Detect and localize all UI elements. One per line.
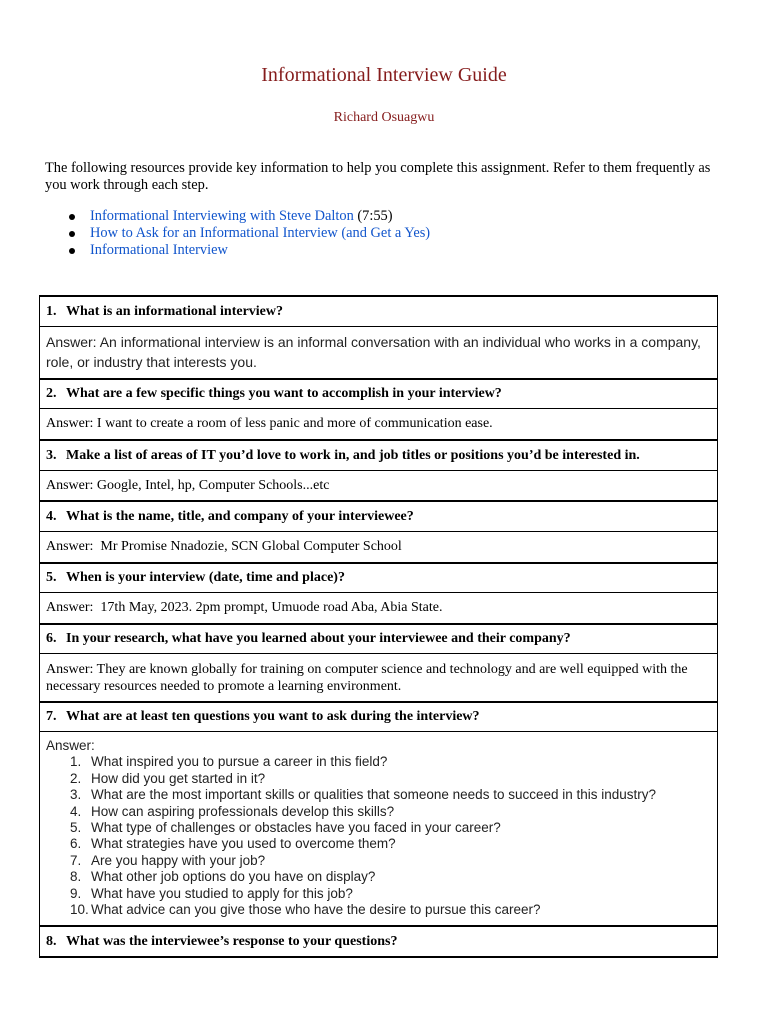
answer-text: Answer: I want to create a room of less panic and more of communication ease.	[46, 416, 493, 431]
document-title: Informational Interview Guide	[261, 64, 507, 86]
answer-label: Answer:	[46, 738, 95, 753]
list-item	[46, 804, 711, 820]
answer-text: Answer: An informational interview is an informal conversation with an individual who works in a company, role, or industry that interests you.	[46, 334, 705, 370]
answer-text: Answer: 17th May, 2023. 2pm prompt, Umuode road Aba, Abia State.	[46, 600, 443, 615]
answer-row	[39, 653, 718, 701]
question-row	[39, 701, 718, 731]
list-item-number: 7.	[70, 852, 82, 868]
intro-paragraph: The following resources provide key information to help you complete this assignment. Refer to them frequently as you work through each step.	[45, 160, 711, 193]
list-item	[46, 754, 711, 770]
question-text: What was the interviewee’s response to your questions?	[66, 933, 398, 949]
answer-row	[39, 531, 718, 562]
question-table	[39, 295, 718, 958]
question-text: What are a few specific things you want to accomplish in your interview?	[66, 386, 502, 401]
list-item-number: 5.	[70, 819, 82, 835]
answer-text: Answer: Mr Promise Nnadozie, SCN Global Computer School	[46, 539, 402, 554]
list-item	[46, 771, 711, 787]
question-number: 2.	[46, 386, 57, 401]
bullet-icon	[69, 248, 75, 254]
list-item-text: What have you studied to apply for this job?	[91, 885, 353, 901]
question-row	[39, 378, 718, 408]
resource-item	[45, 225, 725, 242]
question-number: 8.	[46, 933, 57, 949]
list-item	[46, 836, 711, 852]
list-item	[46, 853, 711, 869]
resource-link-steve-dalton[interactable]: Informational Interviewing with Steve Dalton	[90, 208, 354, 224]
list-item	[46, 820, 711, 836]
list-item-number: 9.	[70, 885, 82, 901]
question-row	[39, 562, 718, 592]
list-item	[46, 902, 711, 918]
list-item-text: Are you happy with your job?	[91, 852, 266, 868]
question-row	[39, 925, 718, 956]
resource-item	[45, 208, 725, 225]
question-number: 4.	[46, 508, 57, 524]
bullet-icon	[69, 214, 75, 220]
list-item-number: 8.	[70, 869, 82, 885]
question-number: 1.	[46, 303, 57, 319]
question-text: What is an informational interview?	[66, 303, 283, 319]
author-name: Richard Osuagwu	[333, 110, 435, 125]
answer-row	[39, 592, 718, 623]
bullet-icon	[69, 231, 75, 237]
resource-link-how-to-ask[interactable]: How to Ask for an Informational Interview (and Get a Yes)	[90, 225, 431, 241]
question-row	[39, 439, 718, 470]
question-text: What are at least ten questions you want to ask during the interview?	[66, 709, 480, 724]
question-text: What is the name, title, and company of your interviewee?	[66, 508, 414, 524]
list-item-text: How did you get started in it?	[91, 770, 266, 786]
list-item-number: 4.	[70, 803, 82, 819]
question-text: In your research, what have you learned about your interviewee and their company?	[66, 631, 571, 646]
answer-text: Answer: They are known globally for training on computer science and technology and are well equipped with the necessary resources needed to promote a learning environment.	[46, 662, 692, 694]
answer-row	[39, 731, 718, 925]
resource-duration: (7:55)	[357, 208, 393, 224]
answer-row	[39, 408, 718, 439]
resource-list	[45, 208, 725, 259]
interview-question-list	[46, 754, 711, 918]
question-number: 5.	[46, 570, 57, 585]
question-row	[39, 500, 718, 531]
question-row	[39, 295, 718, 326]
list-item	[46, 787, 711, 803]
list-item-number: 1.	[70, 754, 82, 770]
question-number: 3.	[46, 447, 57, 463]
resource-item	[45, 242, 725, 259]
list-item-text: What advice can you give those who have the desire to pursue this career?	[91, 901, 541, 917]
list-item-text: What other job options do you have on display?	[91, 869, 376, 885]
question-text: Make a list of areas of IT you’d love to work in, and job titles or positions you’d be interested in.	[66, 447, 640, 463]
answer-row	[39, 326, 718, 378]
question-row	[39, 623, 718, 653]
answer-row	[39, 470, 718, 500]
list-item	[46, 869, 711, 885]
answer-text: Answer: Google, Intel, hp, Computer Schools...etc	[46, 477, 330, 493]
list-item-number: 6.	[70, 836, 82, 852]
list-item-number: 3.	[70, 787, 82, 803]
list-item-text: What inspired you to pursue a career in this field?	[91, 754, 388, 770]
question-number: 6.	[46, 631, 57, 646]
list-item	[46, 886, 711, 902]
list-item-text: What are the most important skills or qualities that someone needs to succeed in this industry?	[91, 787, 657, 803]
list-item-text: How can aspiring professionals develop this skills?	[91, 803, 395, 819]
list-item-number: 10.	[70, 901, 89, 917]
list-item-text: What type of challenges or obstacles have you faced in your career?	[91, 819, 501, 835]
question-text: When is your interview (date, time and place)?	[66, 570, 345, 585]
resource-link-informational-interview[interactable]: Informational Interview	[90, 242, 228, 258]
list-item-text: What strategies have you used to overcome them?	[91, 836, 396, 852]
list-item-number: 2.	[70, 770, 82, 786]
question-number: 7.	[46, 709, 57, 724]
